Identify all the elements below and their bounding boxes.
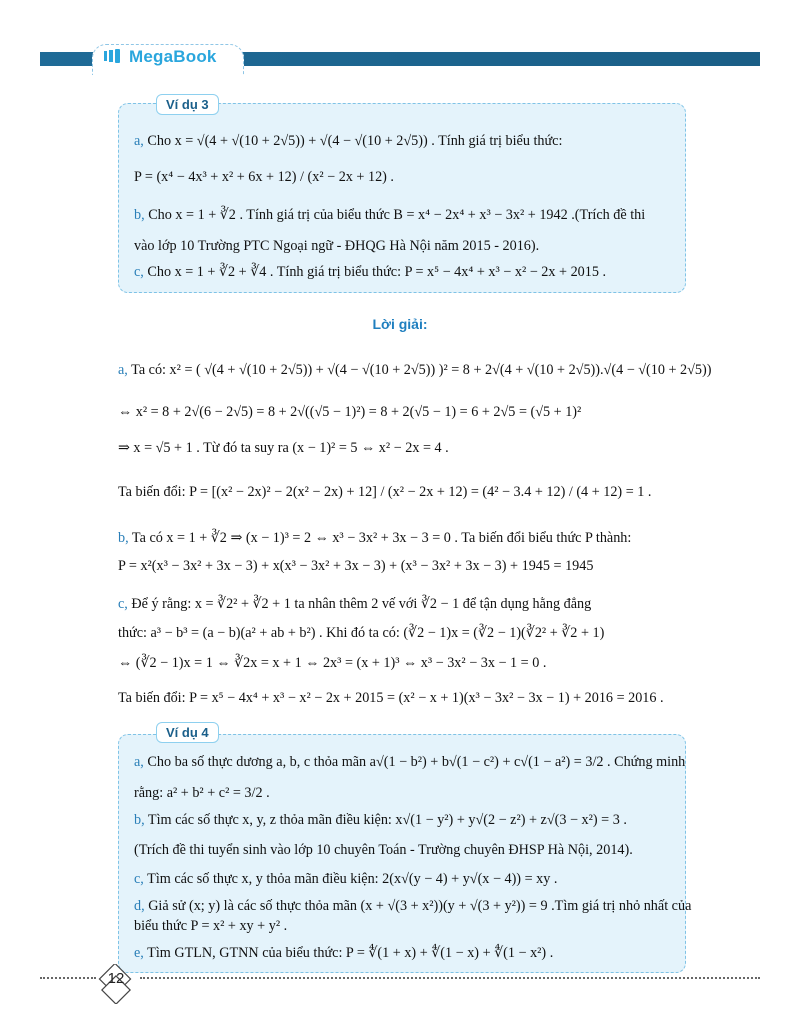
- example4-label: Ví dụ 4: [156, 722, 219, 743]
- solution-line: thức: a³ − b³ = (a − b)(a² + ab + b²) . Khi đó ta có: (∛2 − 1)x = (∛2 − 1)(∛2² + ∛2 + 1): [118, 625, 605, 641]
- solution-heading: Lời giải:: [372, 316, 428, 332]
- logo-mark-icon: [104, 49, 126, 63]
- item-label: b,: [134, 207, 145, 223]
- item-label: a,: [134, 754, 144, 770]
- example4-line: c, Tìm các số thực x, y thỏa mãn điều kiện: 2(x√(y − 4) + y√(x − 4)) = xy .: [134, 871, 558, 887]
- brand-name: MegaBook: [129, 47, 217, 66]
- footer-divider-left: [40, 977, 96, 979]
- solution-line: P = x²(x³ − 3x² + 3x − 3) + x(x³ − 3x² + 3x − 3) + (x³ − 3x² + 3x − 3) + 1945 = 1945: [118, 558, 594, 574]
- solution-line: a, Ta có: x² = ( √(4 + √(10 + 2√5)) + √(4 − √(10 + 2√5)) )² = 8 + 2√(4 + √(10 + 2√5)).√(4 − √(10 + 2√5)): [118, 362, 712, 378]
- item-label: b,: [134, 812, 145, 828]
- example3-line: P = (x⁴ − 4x³ + x² + 6x + 12) / (x² − 2x + 12) .: [134, 169, 394, 185]
- item-label: a,: [118, 362, 128, 378]
- example4-line: d, Giả sử (x; y) là các số thực thỏa mãn (x + √(3 + x²))(y + √(3 + y²)) = 9 .Tìm giá trị nhỏ nhất của: [134, 898, 692, 914]
- item-label: c,: [118, 596, 128, 612]
- page-number-badge: [96, 964, 136, 1004]
- solution-line: c, Để ý rằng: x = ∛2² + ∛2 + 1 ta nhân thêm 2 vế với ∛2 − 1 để tận dụng hằng đẳng: [118, 596, 592, 612]
- item-label: e,: [134, 945, 144, 961]
- example4-line: a, Cho ba số thực dương a, b, c thỏa mãn a√(1 − b²) + b√(1 − c²) + c√(1 − a²) = 3/2 . Chứng minh: [134, 754, 686, 770]
- page-number: 12: [107, 970, 125, 987]
- example4-line: rằng: a² + b² + c² = 3/2 .: [134, 785, 270, 801]
- item-label: d,: [134, 898, 145, 914]
- solution-line: ⇔ (∛2 − 1)x = 1 ⇔ ∛2x = x + 1 ⇔ 2x³ = (x + 1)³ ⇔ x³ − 3x² − 3x − 1 = 0 .: [118, 655, 547, 671]
- footer-divider-right: [140, 977, 760, 979]
- example4-line: (Trích đề thi tuyển sinh vào lớp 10 chuyên Toán - Trường chuyên ĐHSP Hà Nội, 2014).: [134, 842, 633, 858]
- solution-line: ⇔ x² = 8 + 2√(6 − 2√5) = 8 + 2√((√5 − 1)²) = 8 + 2(√5 − 1) = 6 + 2√5 = (√5 + 1)²: [118, 404, 582, 420]
- item-label: b,: [118, 530, 129, 546]
- item-label: c,: [134, 264, 144, 280]
- solution-line: ⇒ x = √5 + 1 . Từ đó ta suy ra (x − 1)² = 5 ⇔ x² − 2x = 4 .: [118, 440, 449, 456]
- solution-line: b, Ta có x = 1 + ∛2 ⇒ (x − 1)³ = 2 ⇔ x³ − 3x² + 3x − 3 = 0 . Ta biến đổi biểu thức P thành:: [118, 530, 632, 546]
- example4-line: biểu thức P = x² + xy + y² .: [134, 918, 288, 934]
- example3-line: a, Cho x = √(4 + √(10 + 2√5)) + √(4 − √(10 + 2√5)) . Tính giá trị biểu thức:: [134, 133, 563, 149]
- brand-logo: [104, 47, 217, 67]
- solution-line: Ta biến đổi: P = x⁵ − 4x⁴ + x³ − x² − 2x + 2015 = (x² − x + 1)(x³ − 3x² − 3x − 1) + 2016 = 2016 .: [118, 690, 664, 706]
- item-label: a,: [134, 133, 144, 149]
- solution-line: Ta biến đổi: P = [(x² − 2x)² − 2(x² − 2x) + 12] / (x² − 2x + 12) = (4² − 3.4 + 12) / (4 + 12) = 1 .: [118, 484, 652, 500]
- example3-line: c, Cho x = 1 + ∛2 + ∛4 . Tính giá trị biểu thức: P = x⁵ − 4x⁴ + x³ − x² − 2x + 2015 .: [134, 264, 607, 280]
- example4-line: b, Tìm các số thực x, y, z thỏa mãn điều kiện: x√(1 − y²) + y√(2 − z²) + z√(3 − x²) = 3 .: [134, 812, 627, 828]
- item-label: c,: [134, 871, 144, 887]
- example3-label: Ví dụ 3: [156, 94, 219, 115]
- example3-line: b, Cho x = 1 + ∛2 . Tính giá trị của biểu thức B = x⁴ − 2x⁴ + x³ − 3x² + 1942 .(Trích đề thi: [134, 207, 646, 223]
- example3-line: vào lớp 10 Trường PTC Ngoại ngữ - ĐHQG Hà Nội năm 2015 - 2016).: [134, 238, 540, 254]
- example4-line: e, Tìm GTLN, GTNN của biểu thức: P = ∜(1 + x) + ∜(1 − x) + ∜(1 − x²) .: [134, 945, 554, 961]
